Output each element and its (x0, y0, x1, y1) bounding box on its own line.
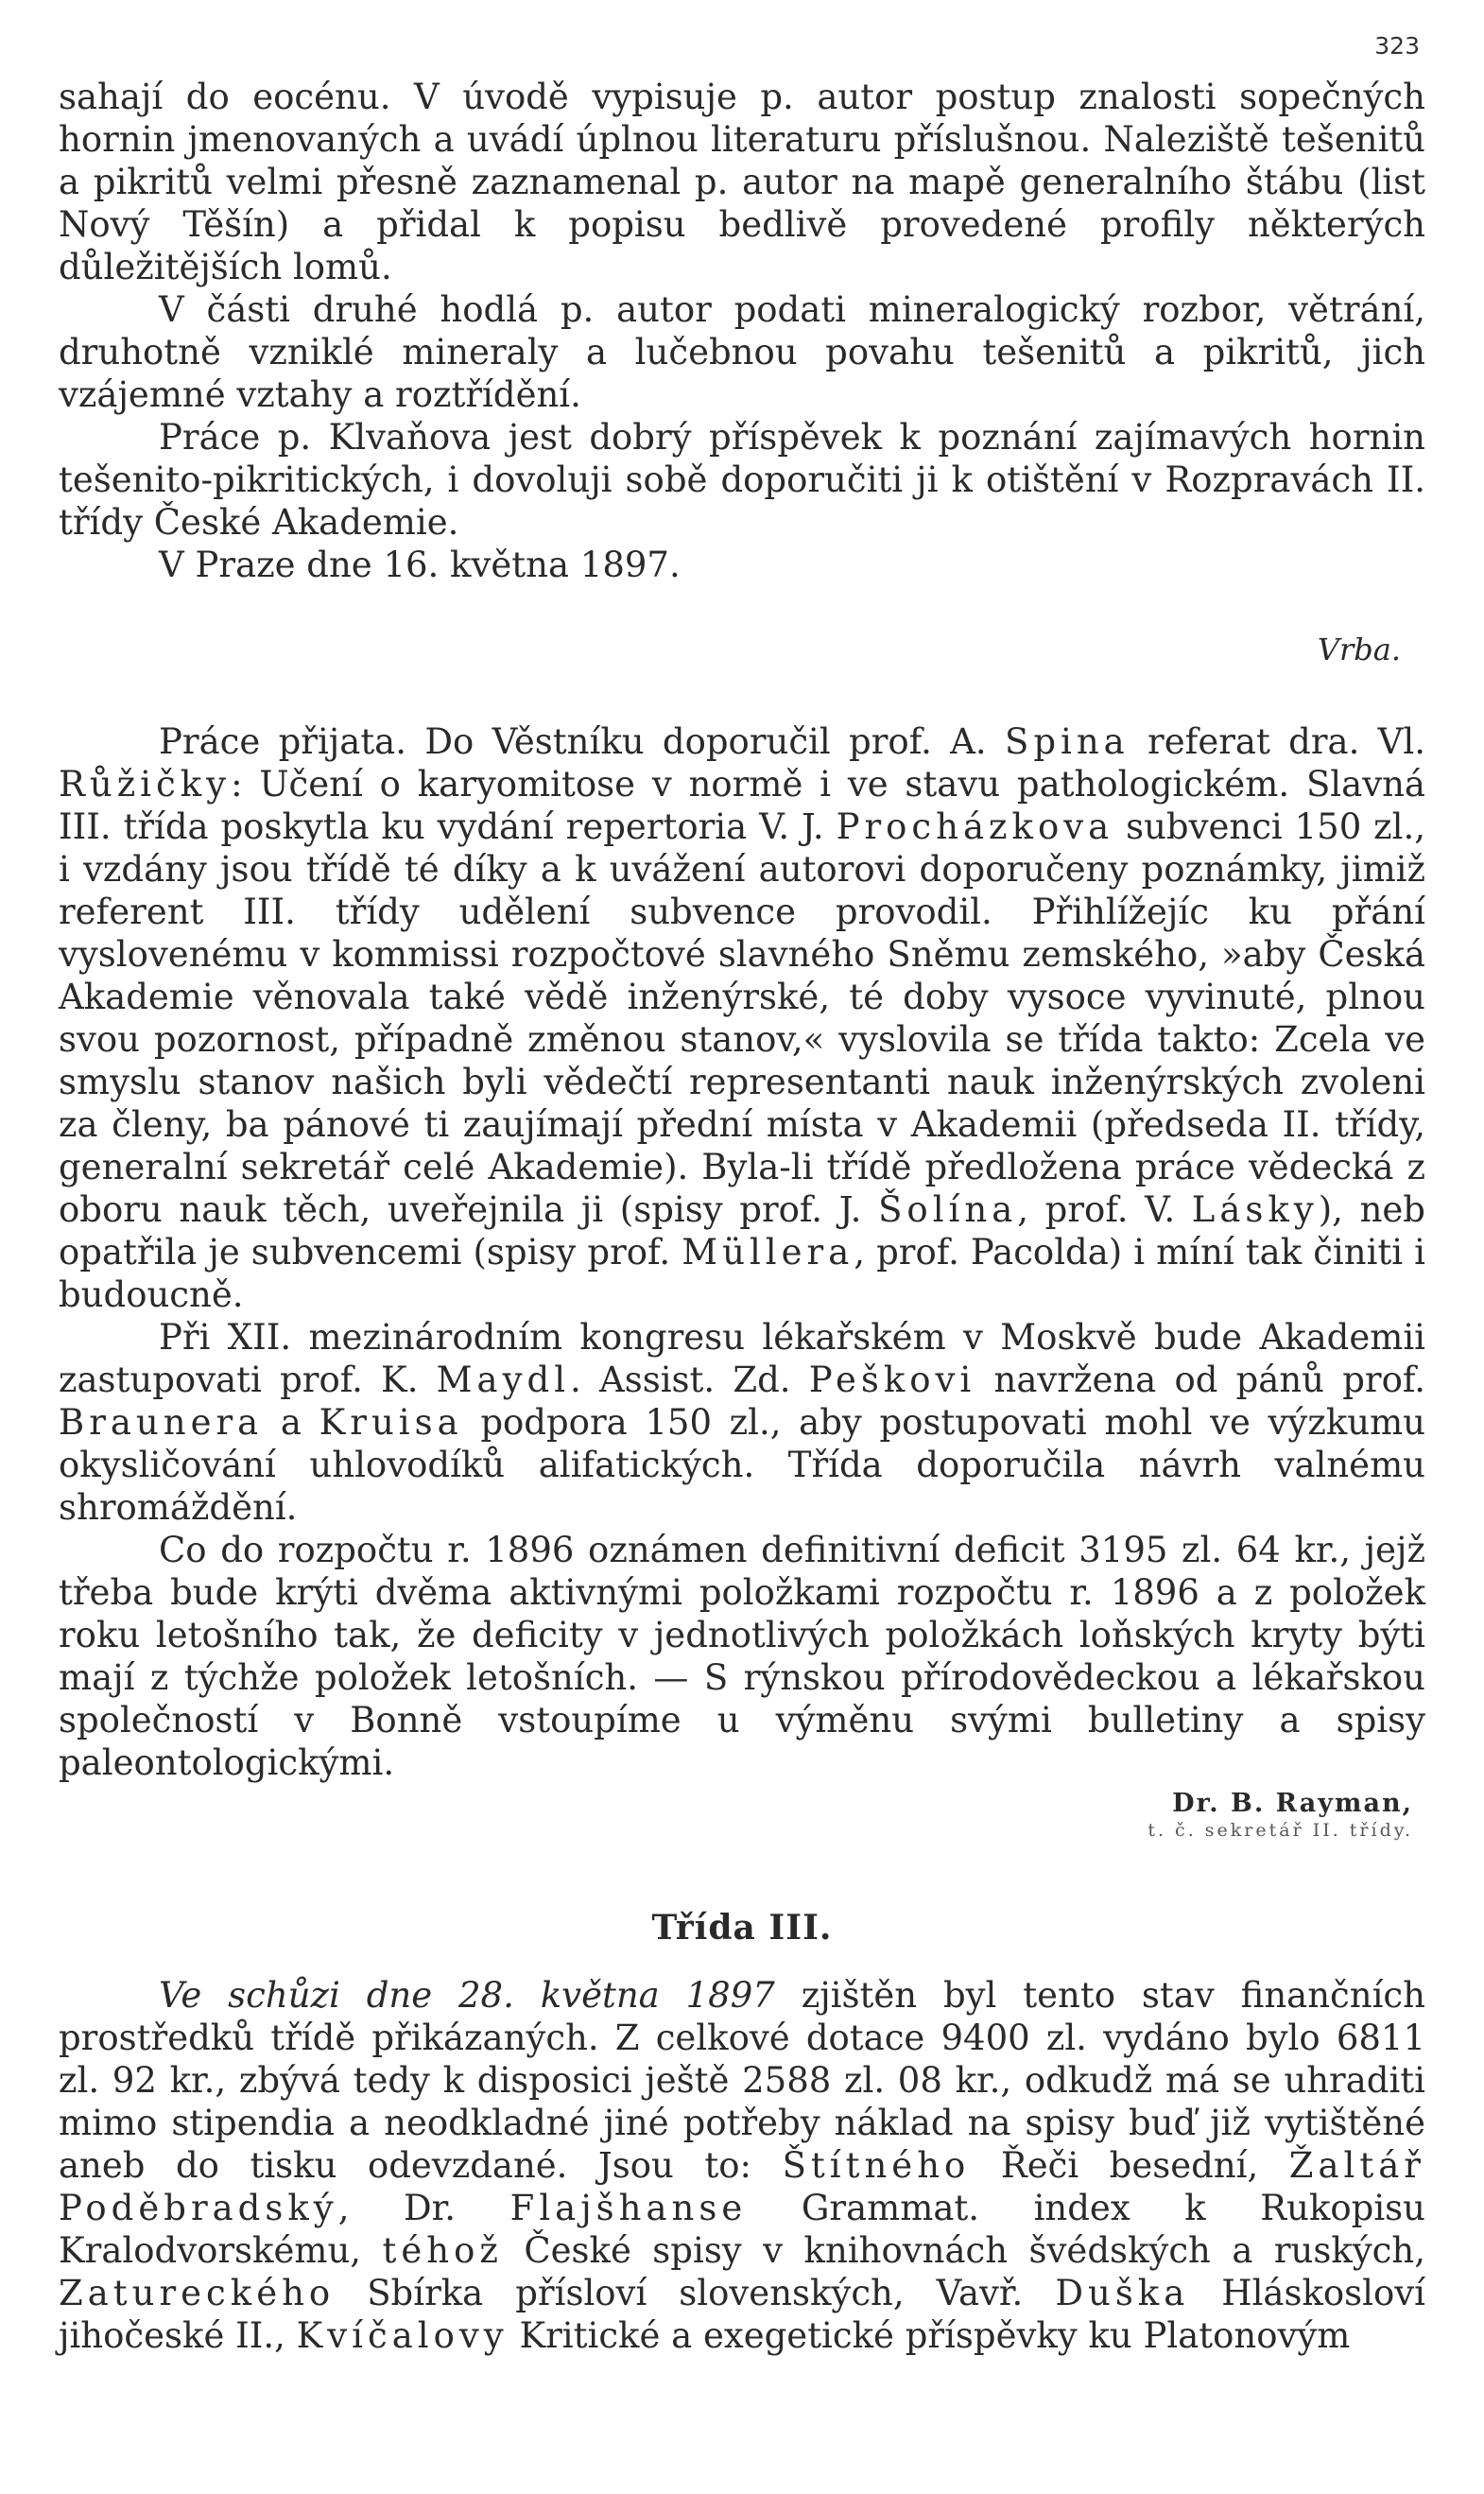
name-spina: Spina (1004, 721, 1130, 762)
name-kruis: Kruisa (319, 1402, 463, 1443)
section-title-class-three: Třída III. (651, 1908, 833, 1948)
signature-rayman (1148, 1789, 1413, 1841)
signature-vrba: Vrba. (1317, 632, 1401, 667)
name-kvicala: Kvíčalovy (296, 2315, 509, 2356)
name-muller: Müllera (682, 1232, 854, 1273)
signature-rayman-role: t. č. sekretář II. třídy. (1148, 1820, 1413, 1841)
name-solin: Šolína (878, 1189, 1018, 1230)
word-tehoz: téhož (382, 2230, 503, 2271)
name-stitny: Štítného (782, 2145, 971, 2186)
paragraph-recommendation: Práce p. Klvaňova jest dobrý příspěvek k poznání zajímavých hornin tešenito-pikritických, i dovoluji sobě doporučiti ji k otištění v Rozpravách II. třídy České Akademie. (59, 417, 1425, 543)
paragraph-continuation: sahají do eocénu. V úvodě vypisuje p. autor postup znalosti sopečných hornin jmenovaných a uvádí úplnou literaturu příslušnou. Naleziště tešenitů a pikritů velmi přesně zaznamenal p. autor na mapě generalního štábu (list Nový Těšín) a přidal k popisu bedlivě provedené profily některých důležitějších lomů. (59, 77, 1425, 287)
paragraph-publications: Práce přijata. Do Věstníku doporučil prof. A. Spina referat dra. Vl. Růžičky: Učení o karyomitose v normě i ve stavu pathologickém. Slavná III. třída poskytla ku vydání repertoria V. J. Procházkova subvenci 150 zl., i vzdány jsou třídě té díky a k uvážení autorovi doporučeny poznámky, jimiž referent III. třídy udělení subvence provodil. Přihlížejíc ku přání vyslovenému v kommissi rozpočtové slavného Sněmu zemského, »aby Česká Akademie věnovala také vědě inženýrské, té doby vysoce vyvinuté, plnou svou pozornost, případně změnou stanov,« vyslovila se třída takto: Zcela ve smyslu stanov našich byli vědečtí representanti nauk inženýrských zvoleni za členy, ba pánové ti zaujímají přední místa v Akademii (předseda II. třídy, generalní sekretář celé Akademie). Byla-li třídě předložena práce vědecká z oboru nauk těch, uveřejnila ji (spisy prof. J. Šolína, prof. V. Lásky), neb opatřila je subvencemi (spisy prof. Müllera, prof. Pacolda) i míní tak činiti i budoucně. (59, 721, 1426, 1315)
name-brauner: Braunera (59, 1402, 264, 1443)
paragraph-part-two: V části druhé hodlá p. autor podati mineralogický rozbor, větrání, druhotně vzniklé mineraly a lučebnou povahu tešenitů a pikritů, jich vzájemné vztahy a roztřídění. (59, 289, 1425, 415)
page-number: 323 (1374, 32, 1420, 60)
paragraph-finances: Ve schůzi dne 28. května 1897 zjištěn byl tento stav finančních prostředků třídě přikázaných. Z celkové dotace 9400 zl. vydáno bylo 6811 zl. 92 kr., zbývá tedy k disposici ještě 2588 zl. 08 kr., odkudž má se uhraditi mimo stipendia a neodkladné jiné potřeby náklad na spisy buď již vytištěné aneb do tisku odevzdané. Jsou to: Štítného Řeči besední, Žaltář Poděbradský, Dr. Flajšhanse Grammat. index k Rukopisu Kralodvorskému, téhož České spisy v knihovnách švédských a ruských, Zatureckého Sbírka přísloví slovenských, Vavř. Duška Hláskosloví jihočeské II., Kvíčalovy Kritické a exegetické příspěvky ku Platonovým (59, 1975, 1425, 2356)
session-date: Ve schůzi dne 28. května 1897 (159, 1975, 775, 2016)
class-two-proceedings (59, 720, 1425, 1784)
name-maydl: Maydl (436, 1360, 571, 1400)
date-line: V Praze dne 16. května 1897. (159, 545, 681, 585)
paragraph-budget: Co do rozpočtu r. 1896 oznámen definitivní deficit 3195 zl. 64 kr., jejž třeba bude krýti dvěma aktivnými položkami rozpočtu r. 1896 a z položek roku letošního tak, že deficity v jednotlivých položkách loňských kryty býti mají z týchže položek letošních. — S rýnskou přírodovědeckou a lékařskou společností v Bonně vstoupíme u výměnu svými bulletiny a spisy paleontologickými. (59, 1530, 1425, 1783)
name-zaturecky: Zatureckého (59, 2273, 336, 2313)
class-three-proceedings (59, 1974, 1425, 2357)
title-zaltar: Žaltář Poděbradský (59, 2145, 1425, 2228)
name-pesek: Peškovi (808, 1360, 976, 1400)
signature-rayman-name: Dr. B. Rayman, (1172, 1789, 1413, 1818)
name-dusek: Duška (1055, 2273, 1190, 2313)
name-ruzicka: Růžičky (59, 764, 232, 805)
paragraph-congress: Při XII. mezinárodním kongresu lékařském v Moskvě bude Akademii zastupovati prof. K. Maydl. Assist. Zd. Peškovi navržena od pánů prof. Braunera a Kruisa podpora 150 zl., aby postupovati mohl ve výzkumu okysličování uhlovodíků alifatických. Třída doporučila návrh valnému shromáždění. (59, 1317, 1425, 1528)
review-text-klvana (59, 76, 1425, 586)
name-prochazka: Procházkova (836, 806, 1114, 847)
name-laska: Lásky (1191, 1189, 1319, 1230)
name-flajshans: Flajšhanse (509, 2188, 748, 2228)
